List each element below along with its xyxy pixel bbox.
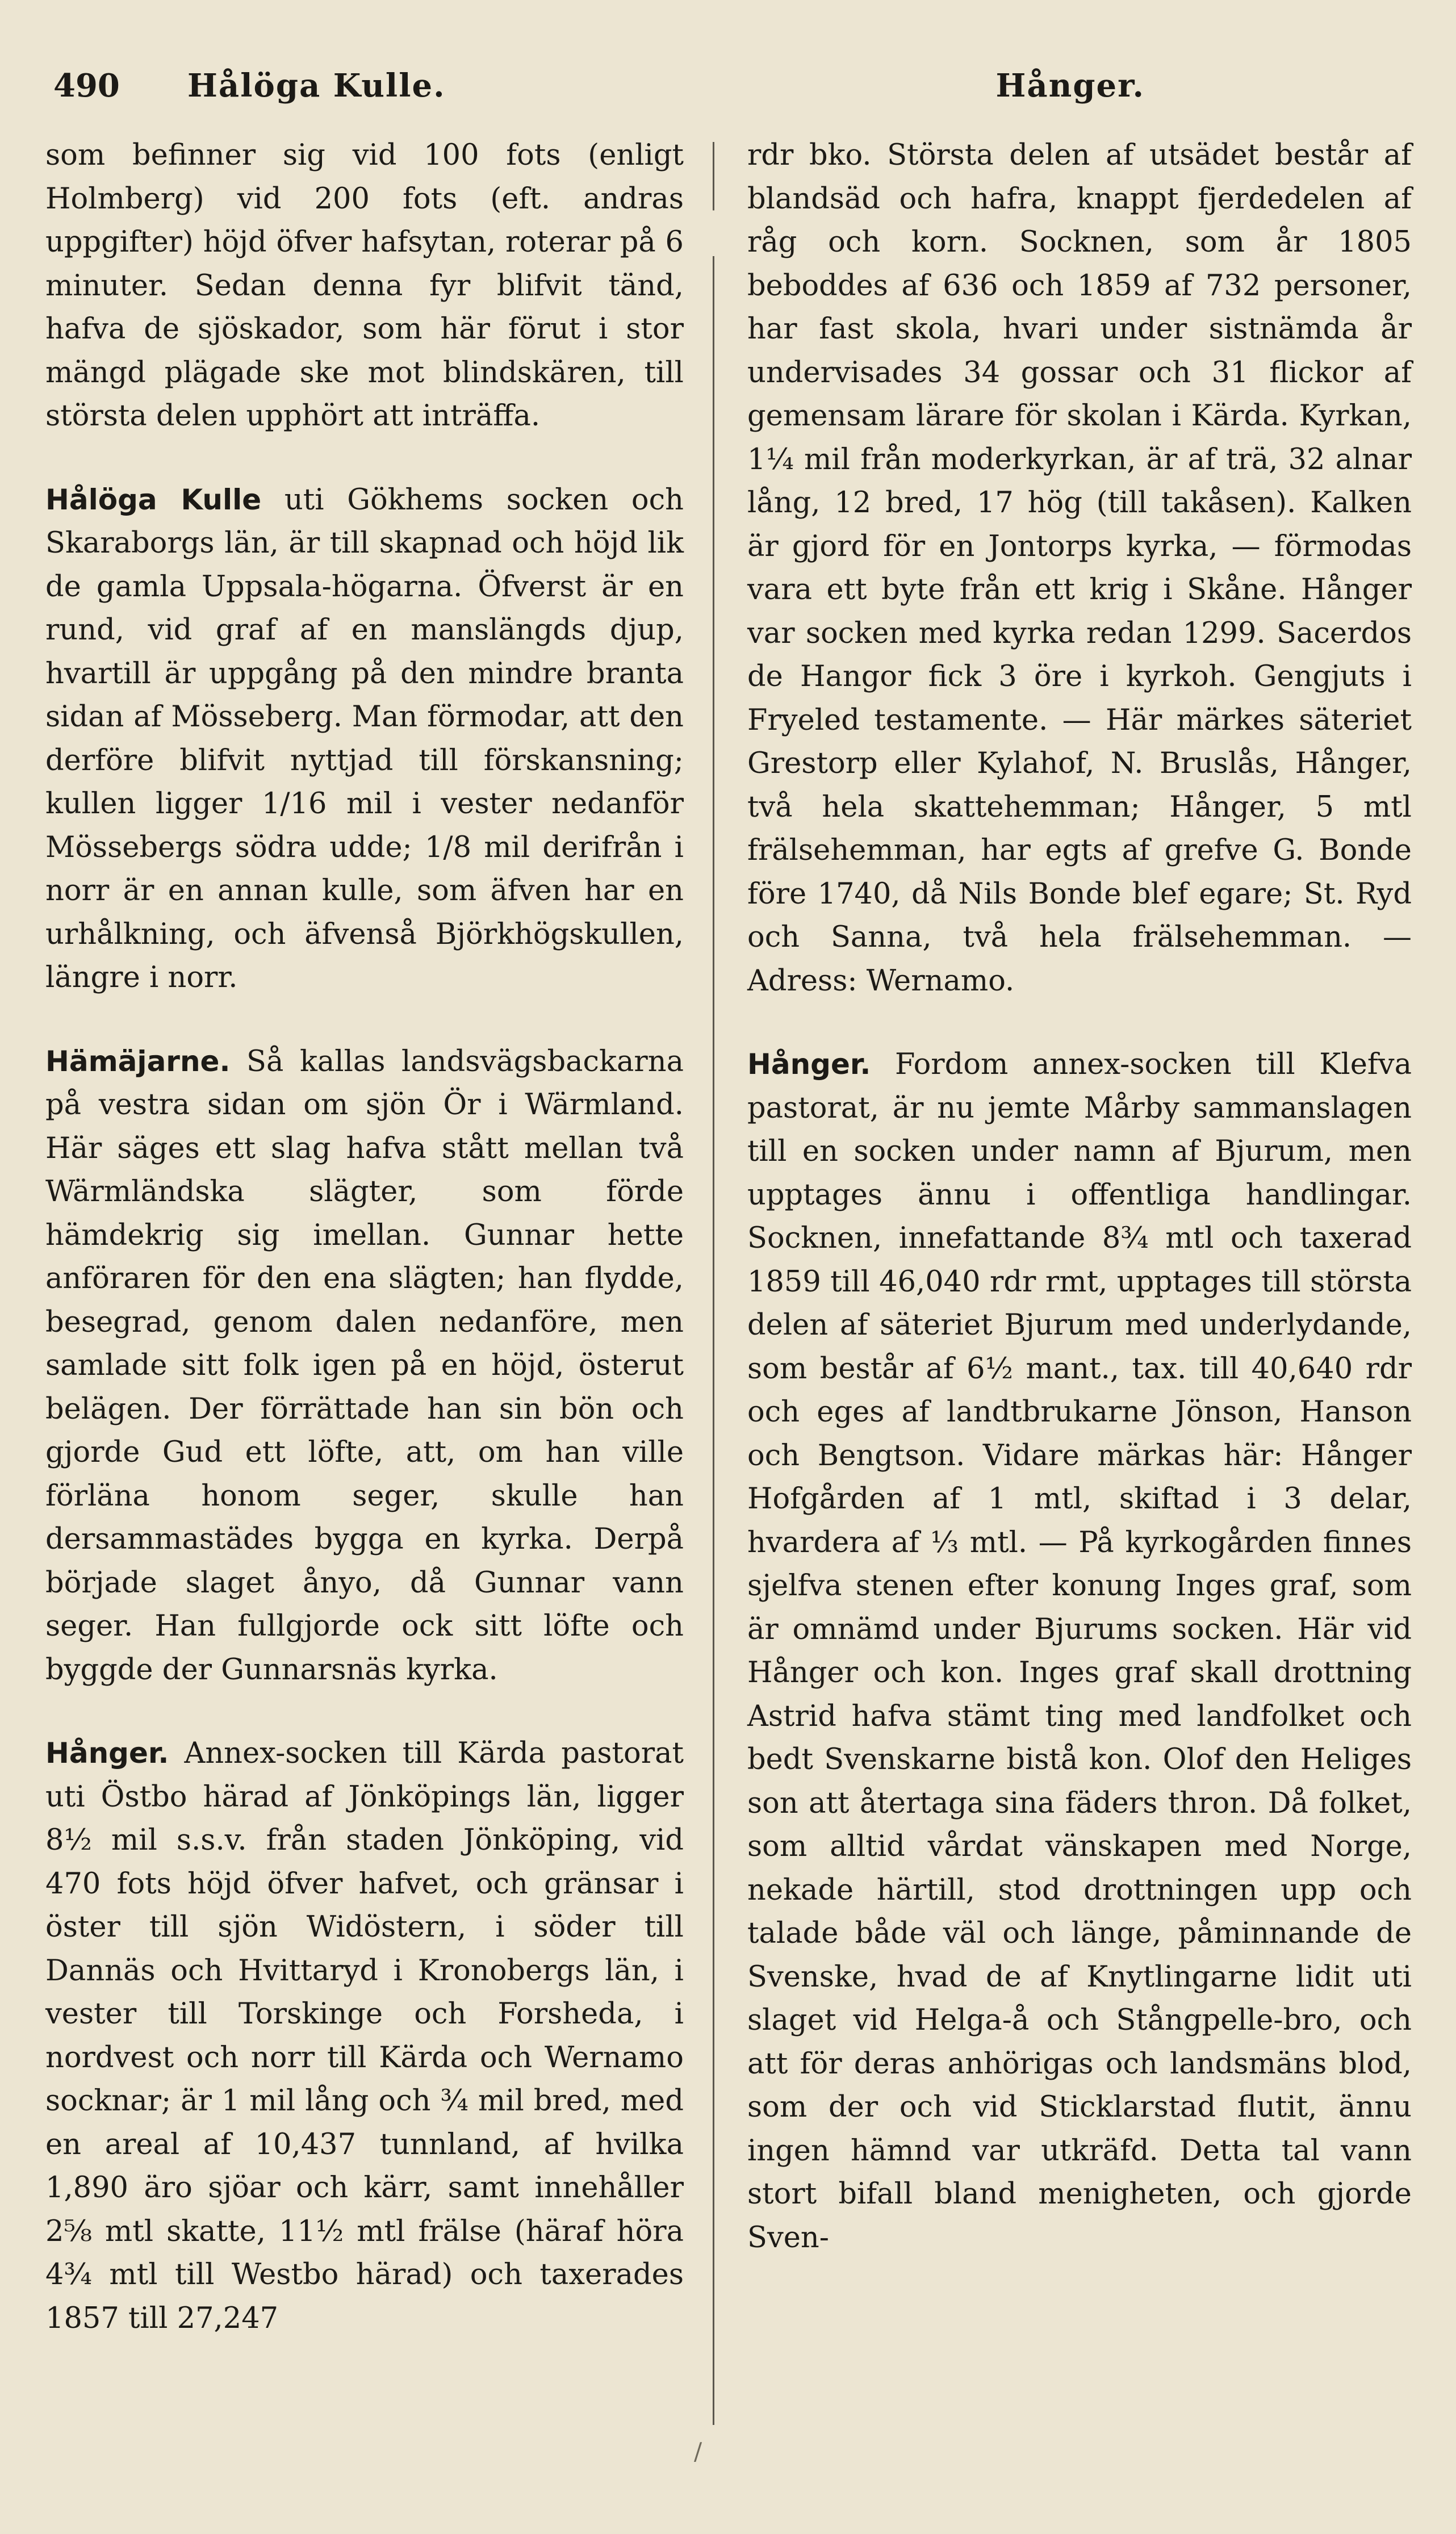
running-head-left: Hålöga Kulle. bbox=[187, 67, 446, 104]
entry-halogakulle bbox=[45, 478, 684, 1000]
paragraph-continuation: som befinner sig vid 100 fots (enligt Holmberg) vid 200 fots (eft. andras uppgifter) höjd öfver hafsytan, roterar på 6 minuter. Sedan denna fyr blifvit tänd, hafva de sjöskador, som här förut i stor mängd plägade ske mot blindskären, till största delen upphört att inträffa. bbox=[45, 139, 684, 433]
entry-text: Annex-socken till Kärda pastorat uti Östbo härad af Jönköpings län, ligger 8½ mil s.s.v. från staden Jönköping, vid 470 fots höjd öfver hafvet, och gränsar i öster till sjön Widöstern, i söder till Dannäs och Hvittaryd i Kronobergs län, i vester till Torskinge och Forsheda, i nordvest och norr till Kärda och Wernamo socknar; är 1 mil lång och ¾ mil bred, med en areal af 10,437 tunnland, af hvilka 1,890 äro sjöar och kärr, samt innehåller 2⅝ mtl skatte, 11½ mtl frälse (häraf höra 4¾ mtl till Westbo härad) och taxerades 1857 till 27,247 bbox=[45, 1737, 684, 2335]
entry-text: Fordom annex-socken till Klefva pastorat, är nu jemte Mårby sammanslagen till en socken under namn af Bjurum, men upptages ännu i offentliga handlingar. Socknen, innefattande 8¾ mtl och taxerad 1859 till 46,040 rdr rmt, upptages till största delen af säteriet Bjurum med underlydande, som består af 6½ mant., tax. till 40,640 rdr och eges af landtbrukarne Jönson, Hanson och Bengtson. Vidare märkas här: Hånger Hofgården af 1 mtl, skiftad i 3 delar, hvardera af ⅓ mtl. — På kyrkogården finnes sjelfva stenen efter konung Inges graf, som är omnämd under Bjurums socken. Här vid Hånger och kon. Inges graf skall drottning Astrid hafva stämt ting med landfolket och bedt Svenskarne bistå kon. Olof den Heliges son att återtaga sina fäders thron. Då folket, som alltid vårdat vänskapen med Norge, nekade härtill, stod drottningen upp och talade både väl och länge, påminnande de Svenske, hvad de af Knytlingarne lidit uti slaget vid Helga-å och Stångpelle-bro, och att för deras anhörigas och landsmäns blod, som der och vid Sticklarstad flutit, ännu ingen hämnd var utkräfd. Detta tal vann stort bifall bland menigheten, och gjorde Sven- bbox=[747, 1048, 1412, 2255]
entry-text: Så kallas landsvägsbackarna på vestra sidan om sjön Ör i Wärmland. Här säges ett slag hafva stått mellan två Wärmländska slägter, som förde hämdekrig sig imellan. Gunnar hette anföraren för den ena slägten; han flydde, besegrad, genom dalen nedanföre, men samlade sitt folk igen på en höjd, österut belägen. Der förrättade han sin bön och gjorde Gud ett löfte, att, om han ville förläna honom seger, skulle han dersammastädes bygga en kyrka. Derpå började slaget ånyo, då Gunnar vann seger. Han fullgjorde ock sitt löfte och byggde der Gunnarsnäs kyrka. bbox=[45, 1044, 684, 1687]
entry-hanger-2 bbox=[747, 1043, 1412, 2260]
entry-title: Hånger. bbox=[45, 1737, 169, 1770]
entry-title: Hämäjarne. bbox=[45, 1044, 231, 1078]
left-column bbox=[45, 134, 684, 2340]
running-head-right: Hånger. bbox=[995, 67, 1145, 104]
entry-hanger-1 bbox=[45, 1732, 684, 2340]
page-header bbox=[0, 67, 1456, 118]
page-number: 490 bbox=[53, 67, 120, 104]
entry-title: Hånger. bbox=[747, 1048, 871, 1081]
entry-title: Hålöga Kulle bbox=[45, 483, 262, 516]
entry-hamajarne bbox=[45, 1040, 684, 1692]
footer-mark: / bbox=[694, 2437, 702, 2465]
column-divider bbox=[713, 142, 714, 2425]
entry-text: uti Gökhems socken och Skaraborgs län, är till skapnad och höjd lik de gamla Uppsala-högarna. Öfverst är en rund, vid graf af en manslängds djup, hvartill är uppgång på den mindre branta sidan af Mösseberg. Man förmodar, att den derföre blifvit nyttjad till förskansning; kullen ligger 1/16 mil i vester nedanför Mössebergs södra udde; 1/8 mil derifrån i norr är en annan kulle, som äfven har en urhålkning, och äfvenså Björkhögskullen, längre i norr. bbox=[45, 483, 684, 994]
paragraph-continuation: rdr bko. Största delen af utsädet består af blandsäd och hafra, knappt fjerdedelen af råg och korn. Socknen, som år 1805 beboddes af 636 och 1859 af 732 personer, har fast skola, hvari under sistnämda år undervisades 34 gossar och 31 flickor af gemensam lärare för skolan i Kärda. Kyrkan, 1¼ mil från moderkyrkan, är af trä, 32 alnar lång, 12 bred, 17 hög (till takåsen). Kalken är gjord för en Jontorps kyrka, — förmodas vara ett byte från ett krig i Skåne. Hånger var socken med kyrka redan 1299. Sacerdos de Hangor fick 3 öre i kyrkoh. Gengjuts i Fryeled testamente. — Här märkes säteriet Grestorp eller Kylahof, N. Bruslås, Hånger, två hela skattehemman; Hånger, 5 mtl frälsehemman, har egts af grefve G. Bonde före 1740, då Nils Bonde blef egare; St. Ryd och Sanna, två hela frälsehemman. — Adress: Wernamo. bbox=[747, 139, 1412, 998]
right-column bbox=[747, 134, 1412, 2260]
